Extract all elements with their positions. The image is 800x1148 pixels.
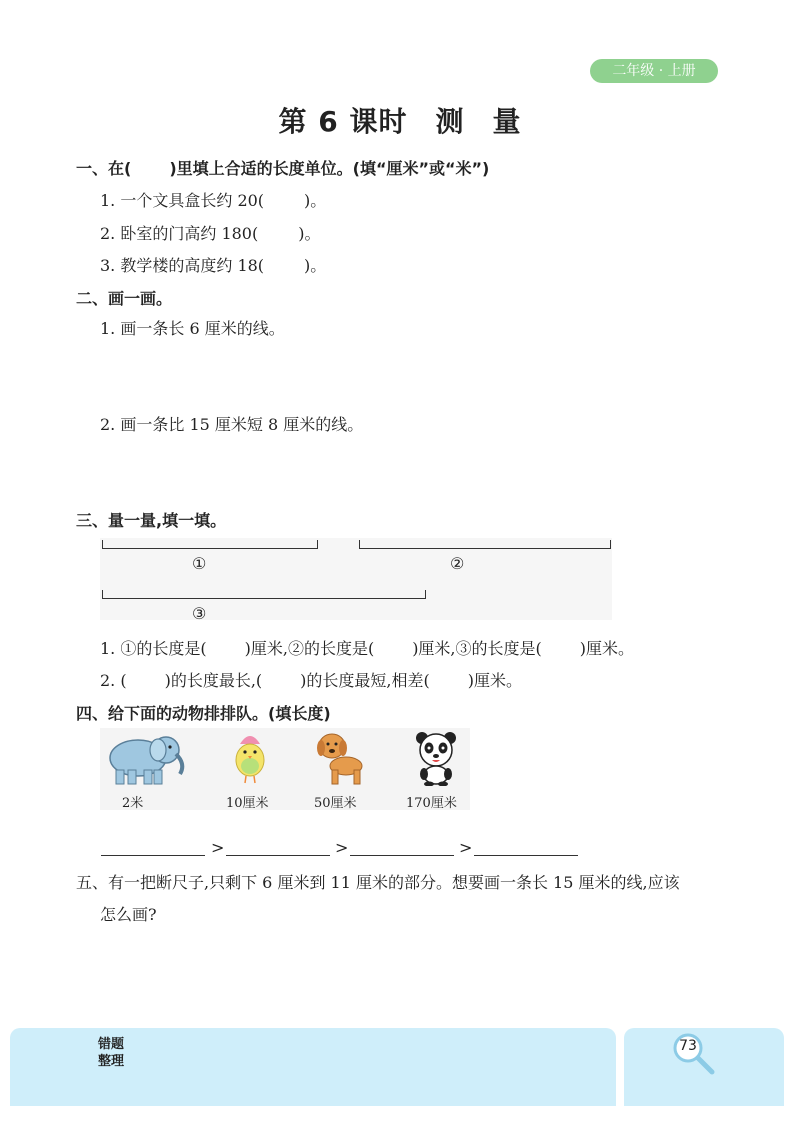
q2-part-d: )厘米。 <box>467 671 522 690</box>
section5-line-1 <box>76 870 680 893</box>
page-title <box>0 100 800 140</box>
section2-item-1: 1. 画一条长 6 厘米的线。 <box>100 319 285 338</box>
section3-question-1 <box>100 636 634 659</box>
title-prefix: 第 6 课时 <box>278 105 408 138</box>
marker-3: ③ <box>192 604 207 623</box>
q1-part-d: )厘米。 <box>579 639 635 658</box>
answer-blank-2[interactable] <box>226 855 330 856</box>
animals-panel <box>100 728 470 810</box>
panda-label: 170厘米 <box>406 796 457 811</box>
item-text: 1. 一个文具盒长约 20( <box>100 191 265 210</box>
q1-part-c: )厘米,③的长度是( <box>412 639 542 658</box>
error-review-label-1: 错题 <box>98 1037 125 1052</box>
section3-heading: 三、量一量,填一填。 <box>76 511 227 530</box>
dog-icon <box>316 730 366 786</box>
error-review-label-2: 整理 <box>98 1054 125 1069</box>
section1-heading <box>76 156 489 179</box>
answer-blank-1[interactable] <box>101 855 205 856</box>
item-text-end: )。 <box>304 256 327 275</box>
elephant-label: 2米 <box>122 796 144 811</box>
section2-heading: 二、画一画。 <box>76 289 173 308</box>
marker-2: ② <box>450 554 465 573</box>
segment-2 <box>359 540 611 549</box>
page-number: 73 <box>679 1038 697 1054</box>
title-word2: 量 <box>492 105 522 138</box>
section1-item-1 <box>100 188 326 211</box>
title-word1: 测 <box>435 105 465 138</box>
q2-part-b: )的长度最长,( <box>164 671 263 690</box>
error-review-panel <box>10 1028 616 1106</box>
elephant-icon <box>100 730 186 786</box>
section2-item-2: 2. 画一条比 15 厘米短 8 厘米的线。 <box>100 415 364 434</box>
section1-item-2 <box>100 221 320 244</box>
section5-text-1: 五、有一把断尺子,只剩下 6 厘米到 11 厘米的部分。想要画一条长 15 厘米的线,应该 <box>76 873 680 892</box>
q1-part-b: )厘米,②的长度是( <box>244 639 375 658</box>
q2-part-a: 2. ( <box>100 671 127 690</box>
segment-1 <box>102 540 318 549</box>
item-text-end: )。 <box>298 224 321 243</box>
section4-heading: 四、给下面的动物排排队。(填长度) <box>76 704 331 723</box>
segment-3 <box>102 590 426 599</box>
page-number-panel <box>624 1028 784 1106</box>
answer-blank-4[interactable] <box>474 855 578 856</box>
item-text: 2. 卧室的门高约 180( <box>100 224 259 243</box>
chick-icon <box>232 730 268 784</box>
measure-figure <box>100 538 612 623</box>
chick-label: 10厘米 <box>226 796 269 811</box>
section5-line-2: 怎么画? <box>100 905 157 924</box>
greater-than-3: > <box>459 838 473 857</box>
section1-heading-a: 一、在( <box>76 159 132 178</box>
greater-than-1: > <box>211 838 225 857</box>
greater-than-2: > <box>335 838 349 857</box>
answer-blank-3[interactable] <box>350 855 454 856</box>
grade-badge: 二年级 · 上册 <box>590 59 718 83</box>
panda-icon <box>414 730 458 786</box>
section1-item-3 <box>100 253 326 276</box>
section1-heading-b: )里填上合适的长度单位。(填“厘米”或“米”) <box>169 159 490 178</box>
dog-label: 50厘米 <box>314 796 357 811</box>
q1-part-a: 1. ①的长度是( <box>100 639 207 658</box>
item-text-end: )。 <box>304 191 327 210</box>
marker-1: ① <box>192 554 207 573</box>
q2-part-c: )的长度最短,相差( <box>300 671 430 690</box>
section3-question-2 <box>100 668 522 691</box>
item-text: 3. 教学楼的高度约 18( <box>100 256 265 275</box>
